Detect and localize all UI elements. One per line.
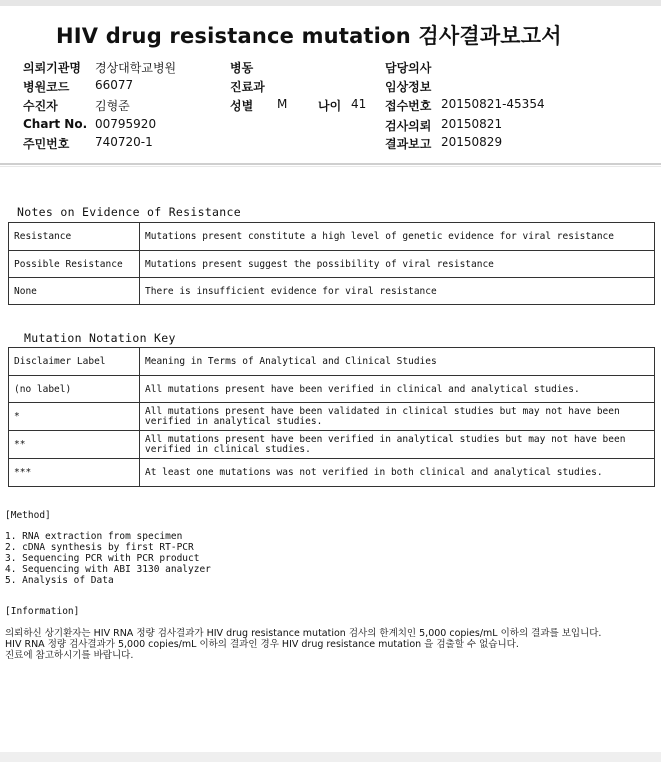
patient-label: 수진자 xyxy=(23,99,58,113)
request-date-value: 20150821 xyxy=(441,117,503,131)
hospital-code-label: 병원코드 xyxy=(23,80,70,94)
information-text xyxy=(5,628,655,661)
information-line: HIV RNA 정량 검사결과가 5,000 copies/mL 이하의 결과인 경우 HIV drug resistance mutation 을 검출할 수 없습니다. xyxy=(5,639,519,650)
notation-meaning-cell: At least one mutations was not verified in both clinical and analytical studies. xyxy=(140,459,655,487)
request-date-label: 검사의뢰 xyxy=(385,119,432,133)
notation-label-cell: (no label) xyxy=(9,376,140,403)
chart-no-label: Chart No. xyxy=(23,117,88,131)
notation-section-title: Mutation Notation Key xyxy=(24,331,176,345)
chart-no-value: 00795920 xyxy=(95,117,157,131)
top-bar xyxy=(0,0,661,6)
evidence-table xyxy=(8,222,655,305)
report-title: HIV drug resistance mutation 검사결과보고서 xyxy=(56,24,562,48)
notation-meaning-cell: All mutations present have been verified in analytical studies but may not have been verified in clinical studies. xyxy=(140,431,655,459)
notation-header-meaning: Meaning in Terms of Analytical and Clinical Studies xyxy=(140,348,655,376)
information-line: 의뢰하신 상기환자는 HIV RNA 정량 검사결과가 HIV drug resistance mutation 검사의 한계치인 5,000 copies/mL 이하의 결과를 보입니다. xyxy=(5,628,602,639)
evidence-label-cell: Possible Resistance xyxy=(9,251,140,278)
method-step: 4. Sequencing with ABI 3130 analyzer xyxy=(5,564,211,575)
table-row xyxy=(9,278,655,305)
notation-label-cell: * xyxy=(9,403,140,431)
institution-label: 의뢰기관명 xyxy=(23,61,81,75)
method-step: 3. Sequencing PCR with PCR product xyxy=(5,553,200,564)
method-title: [Method] xyxy=(5,510,51,521)
notation-meaning-cell: All mutations present have been verified in clinical and analytical studies. xyxy=(140,376,655,403)
table-header-row xyxy=(9,348,655,376)
information-line: 진료에 참고하시기를 바랍니다. xyxy=(5,650,134,661)
table-row xyxy=(9,431,655,459)
resident-no-value: 740720-1 xyxy=(95,135,153,149)
method-step: 1. RNA extraction from specimen xyxy=(5,531,183,542)
hospital-code-value: 66077 xyxy=(95,78,134,92)
bottom-bar xyxy=(0,752,661,762)
evidence-meaning-cell: Mutations present suggest the possibility of viral resistance xyxy=(140,251,655,278)
evidence-label-cell: Resistance xyxy=(9,223,140,251)
sex-label: 성별 xyxy=(230,99,254,113)
patient-value: 김형준 xyxy=(95,99,130,113)
age-label: 나이 xyxy=(318,99,342,113)
report-date-label: 결과보고 xyxy=(385,137,432,151)
sex-value: M xyxy=(277,97,288,111)
evidence-label-cell: None xyxy=(9,278,140,305)
evidence-meaning-cell: There is insufficient evidence for viral resistance xyxy=(140,278,655,305)
table-row xyxy=(9,251,655,278)
notation-label-cell: *** xyxy=(9,459,140,487)
notation-header-label: Disclaimer Label xyxy=(9,348,140,376)
institution-value: 경상대학교병원 xyxy=(95,61,177,75)
clinical-info-label: 임상정보 xyxy=(385,80,432,94)
table-row xyxy=(9,376,655,403)
resident-no-label: 주민번호 xyxy=(23,137,70,151)
notation-label-cell: ** xyxy=(9,431,140,459)
header-divider xyxy=(0,163,661,165)
evidence-section-title: Notes on Evidence of Resistance xyxy=(17,205,241,219)
receipt-no-label: 접수번호 xyxy=(385,99,432,113)
information-title: [Information] xyxy=(5,606,80,617)
method-step: 2. cDNA synthesis by first RT-PCR xyxy=(5,542,194,553)
table-row xyxy=(9,459,655,487)
report-date-value: 20150829 xyxy=(441,135,503,149)
receipt-no-value: 20150821-45354 xyxy=(441,97,545,111)
department-label: 진료과 xyxy=(230,80,265,94)
header-divider-shadow xyxy=(0,166,661,167)
method-step: 5. Analysis of Data xyxy=(5,575,114,586)
method-steps xyxy=(5,531,211,586)
evidence-meaning-cell: Mutations present constitute a high level of genetic evidence for viral resistance xyxy=(140,223,655,251)
ward-label: 병동 xyxy=(230,61,254,75)
notation-table xyxy=(8,347,655,487)
notation-meaning-cell: All mutations present have been validated in clinical studies but may not have been verified in analytical studies. xyxy=(140,403,655,431)
table-row xyxy=(9,403,655,431)
table-row xyxy=(9,223,655,251)
age-value: 41 xyxy=(351,97,367,111)
doctor-label: 담당의사 xyxy=(385,61,432,75)
